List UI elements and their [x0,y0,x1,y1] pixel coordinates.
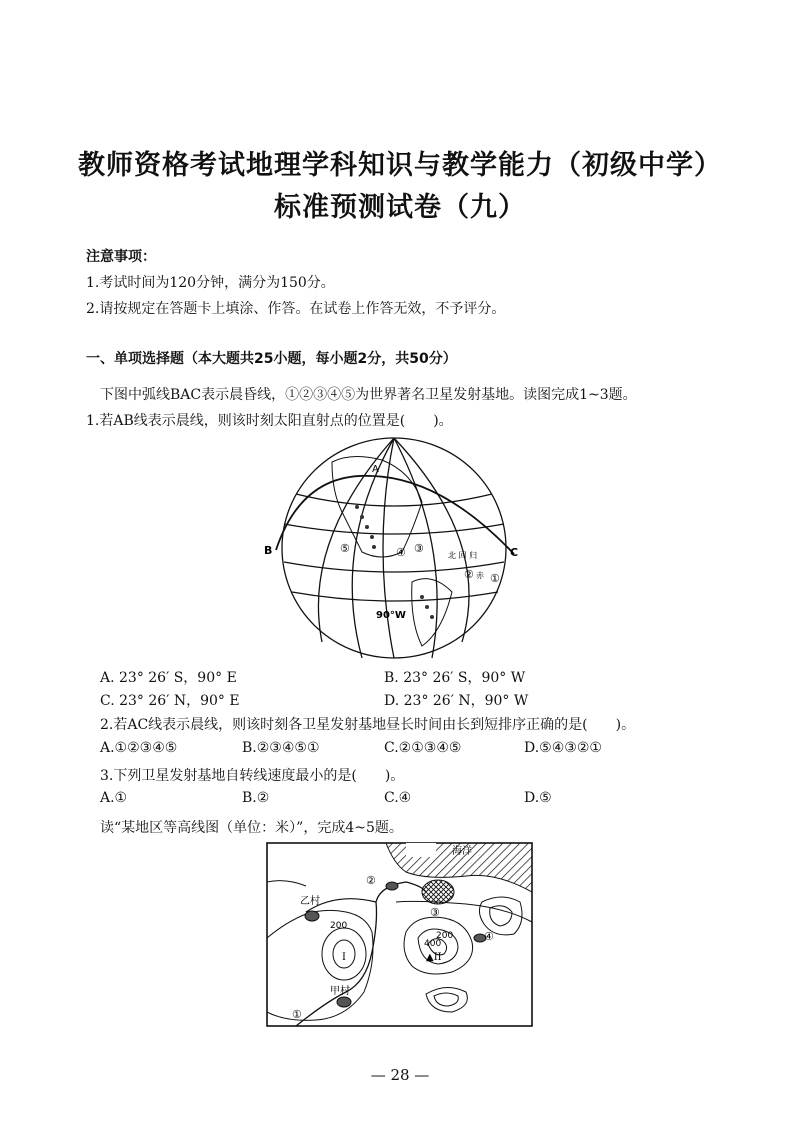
label-A: A [372,464,379,475]
sea-label: 海洋 [452,846,472,857]
q1-option-c: C. 23° 26′ N，90° E [100,693,240,709]
section-heading: 一、单项选择题（本大题共25小题，每小题2分，共50分） [86,351,457,367]
page-number: — 28 — [370,1066,430,1084]
contour-200-east: 200 [436,931,454,941]
marker-2: ② [366,874,376,887]
question-1-stem: 1.若AB线表示晨线，则该时刻太阳直射点的位置是( )。 [86,413,453,429]
section-intro: 下图中弧线BAC表示晨昏线，①②③④⑤为世界著名卫星发射基地。读图完成1~3题。 [100,387,637,403]
q2-option-b: B.②③④⑤① [242,740,320,756]
marker-3: ③ [430,906,440,919]
q3-option-b: B.② [242,790,270,806]
base-2: ② [464,568,474,581]
base-5: ⑤ [340,542,350,555]
label-C: C [510,546,519,559]
label-B: B [264,544,273,557]
marker-4: ④ [484,930,494,943]
globe-figure [262,432,530,660]
q3-option-d: D.⑤ [524,790,552,806]
q1-option-a: A. 23° 26′ S，90° E [100,670,237,686]
tropic-label: 北 回 归 [448,551,478,560]
q2-option-c: C.②①③④⑤ [384,740,462,756]
notice-heading: 注意事项： [86,249,156,265]
contour-400: 400 [424,939,442,949]
label-90w: 90°W [376,610,406,621]
contour-map [266,842,534,1028]
base-3: ③ [414,542,424,555]
exam-title-line2: 标准预测试卷（九） [274,192,526,223]
globe-outline [282,438,506,658]
q3-option-c: C.④ [384,790,412,806]
notice-item-2: 2.请按规定在答题卡上填涂、作答。在试卷上作答无效，不予评分。 [86,301,506,317]
village-jia-label: 甲村 [330,986,350,997]
q2-option-a: A.①②③④⑤ [100,740,178,756]
exam-title-line1: 教师资格考试地理学科知识与教学能力（初级中学） [78,150,722,181]
peak-1-label: I [342,952,346,963]
q2-option-d: D.⑤④③②① [524,740,602,756]
village-yi-label: 乙村 [300,896,320,907]
peak-2-label: ▲II [426,952,442,963]
marker-1: ① [292,1008,302,1021]
q1-option-b: B. 23° 26′ S，90° W [384,670,526,686]
base-4: ④ [396,546,406,559]
notice-item-1: 1.考试时间为120分钟，满分为150分。 [86,275,335,291]
question-2-stem: 2.若AC线表示晨线，则该时刻各卫星发射基地昼长时间由长到短排序正确的是( )。 [100,717,636,733]
base-1: ① [490,572,500,585]
question-3-stem: 3.下列卫星发射基地自转线速度最小的是( )。 [100,768,405,784]
equator-label: 赤 [476,571,484,580]
contour-200-west: 200 [330,921,348,931]
terminator-arc [276,476,514,554]
contour-intro: 读“某地区等高线图（单位：米）”，完成4~5题。 [100,820,403,836]
q1-option-d: D. 23° 26′ N，90° W [384,693,529,709]
q3-option-a: A.① [100,790,128,806]
